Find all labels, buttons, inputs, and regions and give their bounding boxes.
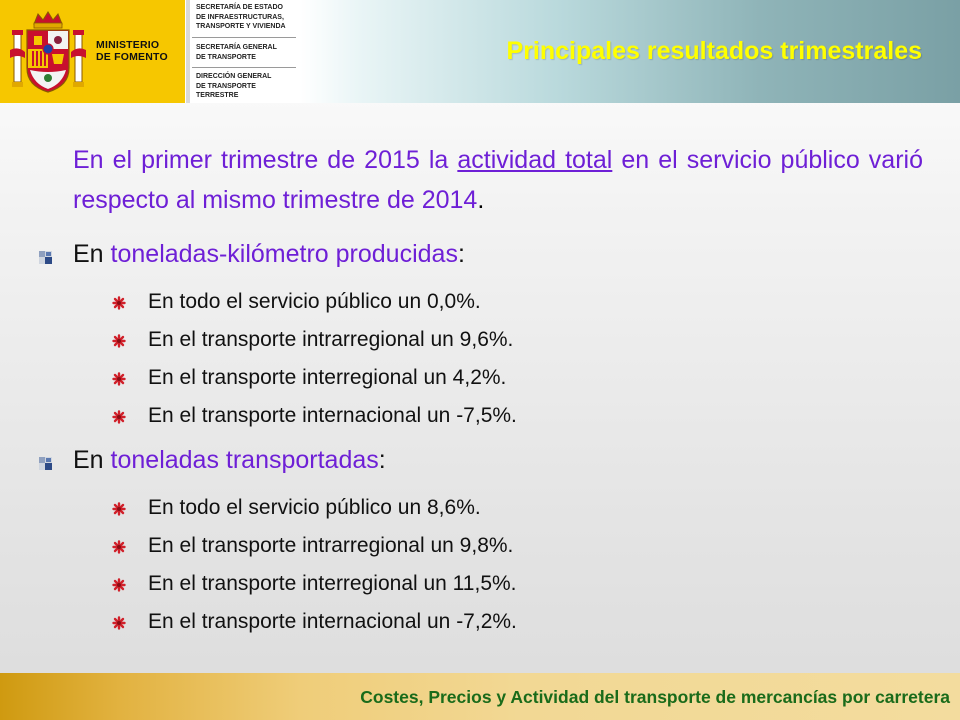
star-bullet-icon — [112, 616, 126, 630]
coat-of-arms-icon — [10, 10, 86, 94]
star-bullet-icon — [112, 540, 126, 554]
list-item: En todo el servicio público un 0,0%. — [148, 290, 481, 313]
section-heading-toneladas: En toneladas transportadas: — [73, 446, 386, 474]
star-bullet-icon — [112, 372, 126, 386]
square-bullet-icon — [39, 457, 52, 470]
star-bullet-icon — [112, 578, 126, 592]
slide-footer — [0, 673, 960, 720]
org-separator — [192, 67, 296, 68]
list-item: En el transporte intrarregional un 9,8%. — [148, 534, 514, 557]
star-bullet-icon — [112, 296, 126, 310]
section-heading-tonkm: En toneladas-kilómetro producidas: — [73, 240, 465, 268]
list-item: En el transporte interregional un 11,5%. — [148, 572, 517, 595]
list-item: En todo el servicio público un 8,6%. — [148, 496, 481, 519]
list-item: En el transporte internacional un -7,5%. — [148, 404, 517, 427]
section-highlight: toneladas-kilómetro producidas — [110, 240, 458, 268]
star-bullet-icon — [112, 334, 126, 348]
intro-text-part2: en el servicio público varió respecto al mismo trimestre de 2014 — [73, 146, 923, 214]
org-separator — [192, 37, 296, 38]
org-unit-direccion-general: DIRECCIÓN GENERAL DE TRANSPORTE TERRESTRE — [196, 73, 272, 99]
intro-period: . — [477, 186, 485, 214]
square-bullet-icon — [39, 251, 52, 264]
list-item: En el transporte interregional un 4,2%. — [148, 366, 507, 389]
star-bullet-icon — [112, 410, 126, 424]
intro-text-part1: En el primer trimestre de 2015 la — [73, 146, 458, 174]
ministry-name-line1: MINISTERIO — [96, 39, 160, 51]
org-units-panel — [186, 0, 298, 103]
list-item: En el transporte internacional un -7,2%. — [148, 610, 517, 633]
star-bullet-icon — [112, 502, 126, 516]
slide-header — [0, 0, 960, 103]
intro-underlined-term: actividad total — [457, 146, 613, 174]
org-unit-secretaria-general: SECRETARÍA GENERAL DE TRANSPORTE — [196, 44, 277, 61]
ministry-name-line2: DE FOMENTO — [96, 51, 168, 63]
slide-title: Principales resultados trimestrales — [506, 37, 922, 65]
footer-title: Costes, Precios y Actividad del transporte de mercancías por carretera — [360, 687, 950, 707]
section-highlight: toneladas transportadas — [110, 446, 379, 474]
ministry-name — [96, 39, 182, 63]
org-unit-secretaria-estado: SECRETARÍA DE ESTADO DE INFRAESTRUCTURAS, TRANSPORTE Y VIVIENDA — [196, 4, 286, 30]
org-panel-divider — [186, 0, 190, 103]
list-item: En el transporte intrarregional un 9,6%. — [148, 328, 514, 351]
ministry-logo — [0, 0, 185, 103]
intro-paragraph — [73, 140, 923, 220]
